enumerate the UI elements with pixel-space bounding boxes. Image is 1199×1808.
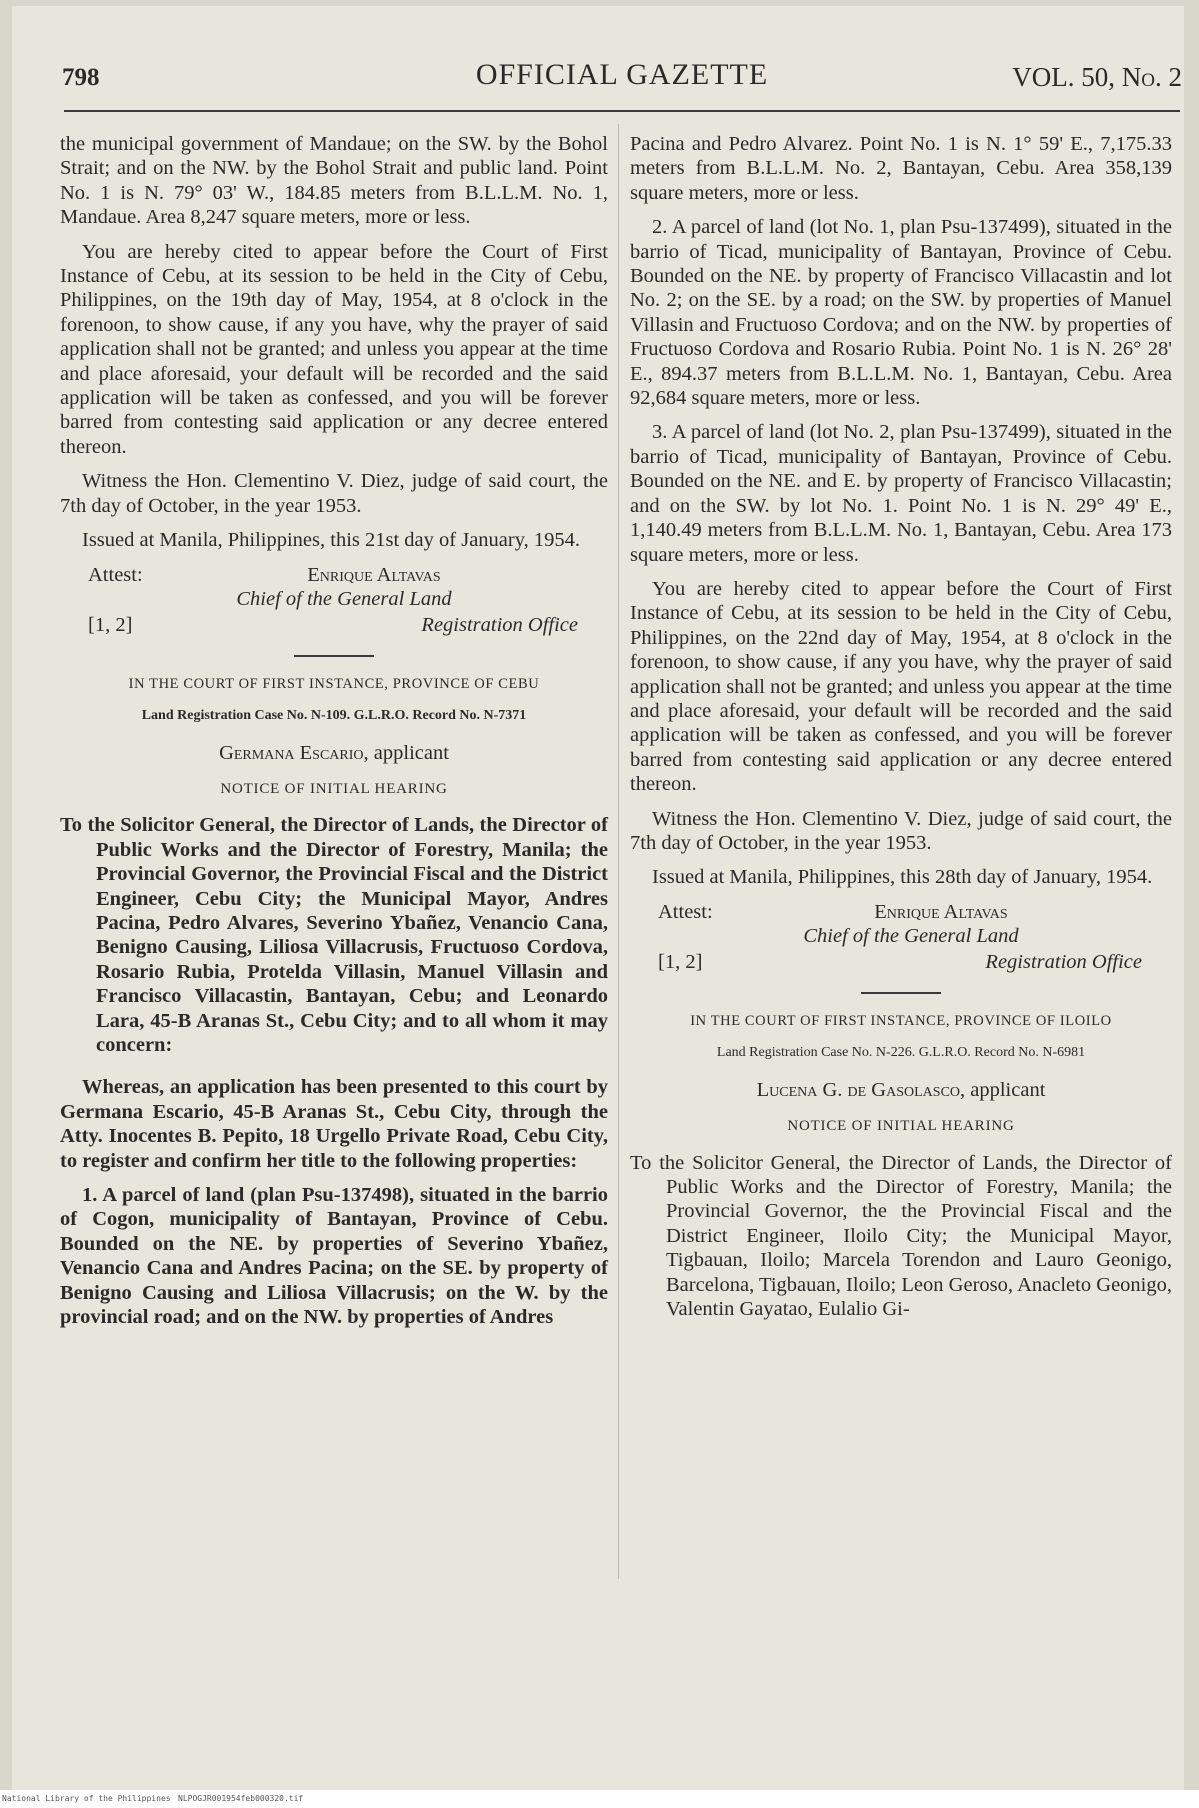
library-credit: National Library of the Philippines — [2, 1794, 171, 1803]
publication-title: OFFICIAL GAZETTE — [475, 58, 769, 91]
property-item: 2. A parcel of land (lot No. 1, plan Psu-137499), situated in the barrio of Ticad, municipality of Bantayan, Province of Cebu. Bounded on the NE. by property of Francisco Villacastin and lot No. 2; on the SE. by a road; on the SW. by properties of Manuel Villasin and Fructuoso Cordova; and on the NW. by properties of Fructuoso Cordova and Rosario Rubia. Point No. 1 is N. 26° 28' E., 894.37 meters from B.L.L.M. No. 1, Bantayan, Cebu. Area 92,684 square meters, more or less. — [630, 216, 1172, 410]
scan-filename: NLPOGJR001954feb000320.tif — [178, 1794, 304, 1803]
paragraph: Pacina and Pedro Alvarez. Point No. 1 is N. 1° 59' E., 7,175.33 meters from B.L.L.M. No. 2, Bantayan, Cebu. Area 358,139 square meters, more or less. — [630, 133, 1172, 204]
page-number: 798 — [62, 64, 100, 91]
paragraph: You are hereby cited to appear before the Court of First Instance of Cebu, at its session to be held in the City of Cebu, Philippines, on the 19th day of May, 1954, at 8 o'clock in the forenoon, to show cause, if any you have, why the prayer of said application shall not be granted; and unless you appear at the time and place aforesaid, your default will be recorded and the said application will be taken as confessed, and you will be forever barred from contesting said application or any decree entered thereon. — [60, 240, 608, 458]
issue-reference: [1, 2] — [88, 613, 133, 636]
applicant-suffix: , applicant — [960, 1078, 1046, 1101]
paragraph: Witness the Hon. Clementino V. Diez, judge of said court, the 7th day of October, in the year 1953. — [60, 470, 608, 517]
attest-label: Attest: — [88, 563, 143, 586]
court-heading: IN THE COURT OF FIRST INSTANCE, PROVINCE OF CEBU — [128, 675, 540, 692]
issue-reference: [1, 2] — [658, 950, 703, 973]
attest-label: Attest: — [658, 900, 713, 923]
applicant-suffix: , applicant — [363, 741, 449, 764]
property-item: 3. A parcel of land (lot No. 2, plan Psu-137499), situated in the barrio of Ticad, municipality of Bantayan, Province of Cebu. Bounded on the NE. and E. by property of Francisco Villacastin; and on the SW. by lot No. 1. Point No. 1 is N. 29° 49' E., 1,140.49 meters from B.L.L.M. No. 1, Bantayan, Cebu. Area 173 square meters, more or less. — [630, 421, 1172, 566]
notice-title: NOTICE OF INITIAL HEARING — [787, 1118, 1015, 1135]
right-column — [630, 132, 1172, 1331]
scan-footer — [0, 1790, 1199, 1808]
volume-number: VOL. 50, No. 2 — [1012, 62, 1182, 92]
addressees: To the Solicitor General, the Director of Lands, the Director of Public Works and the Director of Forestry, Manila; the Provincial Governor, the the Provincial Fiscal and the District Engineer, Iloilo City; the Municipal Mayor, Tigbauan, Iloilo; Marcela Torendon and Lauro Geonigo, Barcelona, Tigbauan, Iloilo; Leon Geroso, Anacleto Geonigo, Valentin Gayatao, Eulalio Gi- — [630, 1151, 1172, 1321]
signatory-name: Enrique Altavas — [874, 900, 1008, 923]
signatory-title-cont: Registration Office — [421, 613, 578, 636]
addressees: To the Solicitor General, the Director of Lands, the Director of Public Works and the Director of Forestry, Manila; the Provincial Governor, the Provincial Fiscal and the District Engineer, Cebu City; the Municipal Mayor, Andres Pacina, Pedro Alvares, Severino Ybañez, Venancio Cana, Benigno Causing, Liliosa Villacrusis, Fructuoso Cordova, Rosario Rubia, Protelda Villasin, Manuel Villasin and Francisco Villacastin, Bantayan, Cebu; and Leonardo Lara, 45-B Aranas St., Cebu City; and to all whom it may concern: — [60, 814, 608, 1056]
applicant-name: Lucena G. de Gasolasco — [756, 1078, 961, 1101]
gazette-page — [12, 6, 1184, 1796]
paragraph: Issued at Manila, Philippines, this 28th day of January, 1954. — [652, 866, 1153, 889]
section-separator — [294, 655, 374, 657]
court-heading: IN THE COURT OF FIRST INSTANCE, PROVINCE OF ILOILO — [690, 1012, 1112, 1029]
attestation-block — [630, 900, 1172, 976]
section-separator — [861, 992, 941, 994]
applicant-name: Germana Escario — [219, 741, 364, 764]
signatory-title-cont: Registration Office — [985, 950, 1142, 973]
column-divider — [618, 124, 619, 1579]
signatory-title: Chief of the General Land — [236, 587, 452, 610]
case-number: Land Registration Case No. N-226. G.L.R.O. Record No. N-6981 — [716, 1044, 1086, 1060]
left-column — [60, 132, 608, 1339]
applicant-line — [630, 1078, 1172, 1102]
applicant-line — [60, 741, 608, 765]
signatory-name: Enrique Altavas — [307, 563, 441, 586]
header-rule — [64, 110, 1180, 112]
signatory-title: Chief of the General Land — [803, 924, 1019, 947]
paragraph: You are hereby cited to appear before the Court of First Instance of Cebu, at its session to be held in the City of Cebu, Philippines, on the 22nd day of May, 1954, at 8 o'clock in the forenoon, to show cause, if any you have, why the prayer of said application shall not be granted; and unless you appear at the time and place aforesaid, your default will be recorded and the said application will be taken as confessed, and you will be forever barred from contesting said application or any decree entered thereon. — [630, 577, 1172, 796]
paragraph: Whereas, an application has been presented to this court by Germana Escario, 45-B Aranas St., Cebu City, through the Atty. Inocentes B. Pepito, 18 Urgello Private Road, Cebu City, to register and confirm her title to the following properties: — [60, 1076, 608, 1172]
property-item: 1. A parcel of land (plan Psu-137498), situated in the barrio of Cogon, municipality of Bantayan, Province of Cebu. Bounded on the NE. by properties of Severino Ybañez, Venancio Cana and Andres Pacina; on the SE. by property of Benigno Causing and Liliosa Villacrusis; on the W. by the provincial road; and on the NW. by properties of Andres — [60, 1184, 608, 1329]
page-header — [62, 58, 1182, 102]
attestation-block — [60, 563, 608, 639]
paragraph: Witness the Hon. Clementino V. Diez, judge of said court, the 7th day of October, in the year 1953. — [630, 807, 1172, 854]
case-number: Land Registration Case No. N-109. G.L.R.O. Record No. N-7371 — [141, 707, 527, 723]
notice-title: NOTICE OF INITIAL HEARING — [220, 780, 448, 797]
paragraph: the municipal government of Mandaue; on the SW. by the Bohol Strait; and on the NW. by the Bohol Strait and public land. Point No. 1 is N. 79° 03' W., 184.85 meters from B.L.L.M. No. 1, Mandaue. Area 8,247 square meters, more or less. — [60, 133, 608, 229]
paragraph: Issued at Manila, Philippines, this 21st day of January, 1954. — [82, 529, 581, 552]
